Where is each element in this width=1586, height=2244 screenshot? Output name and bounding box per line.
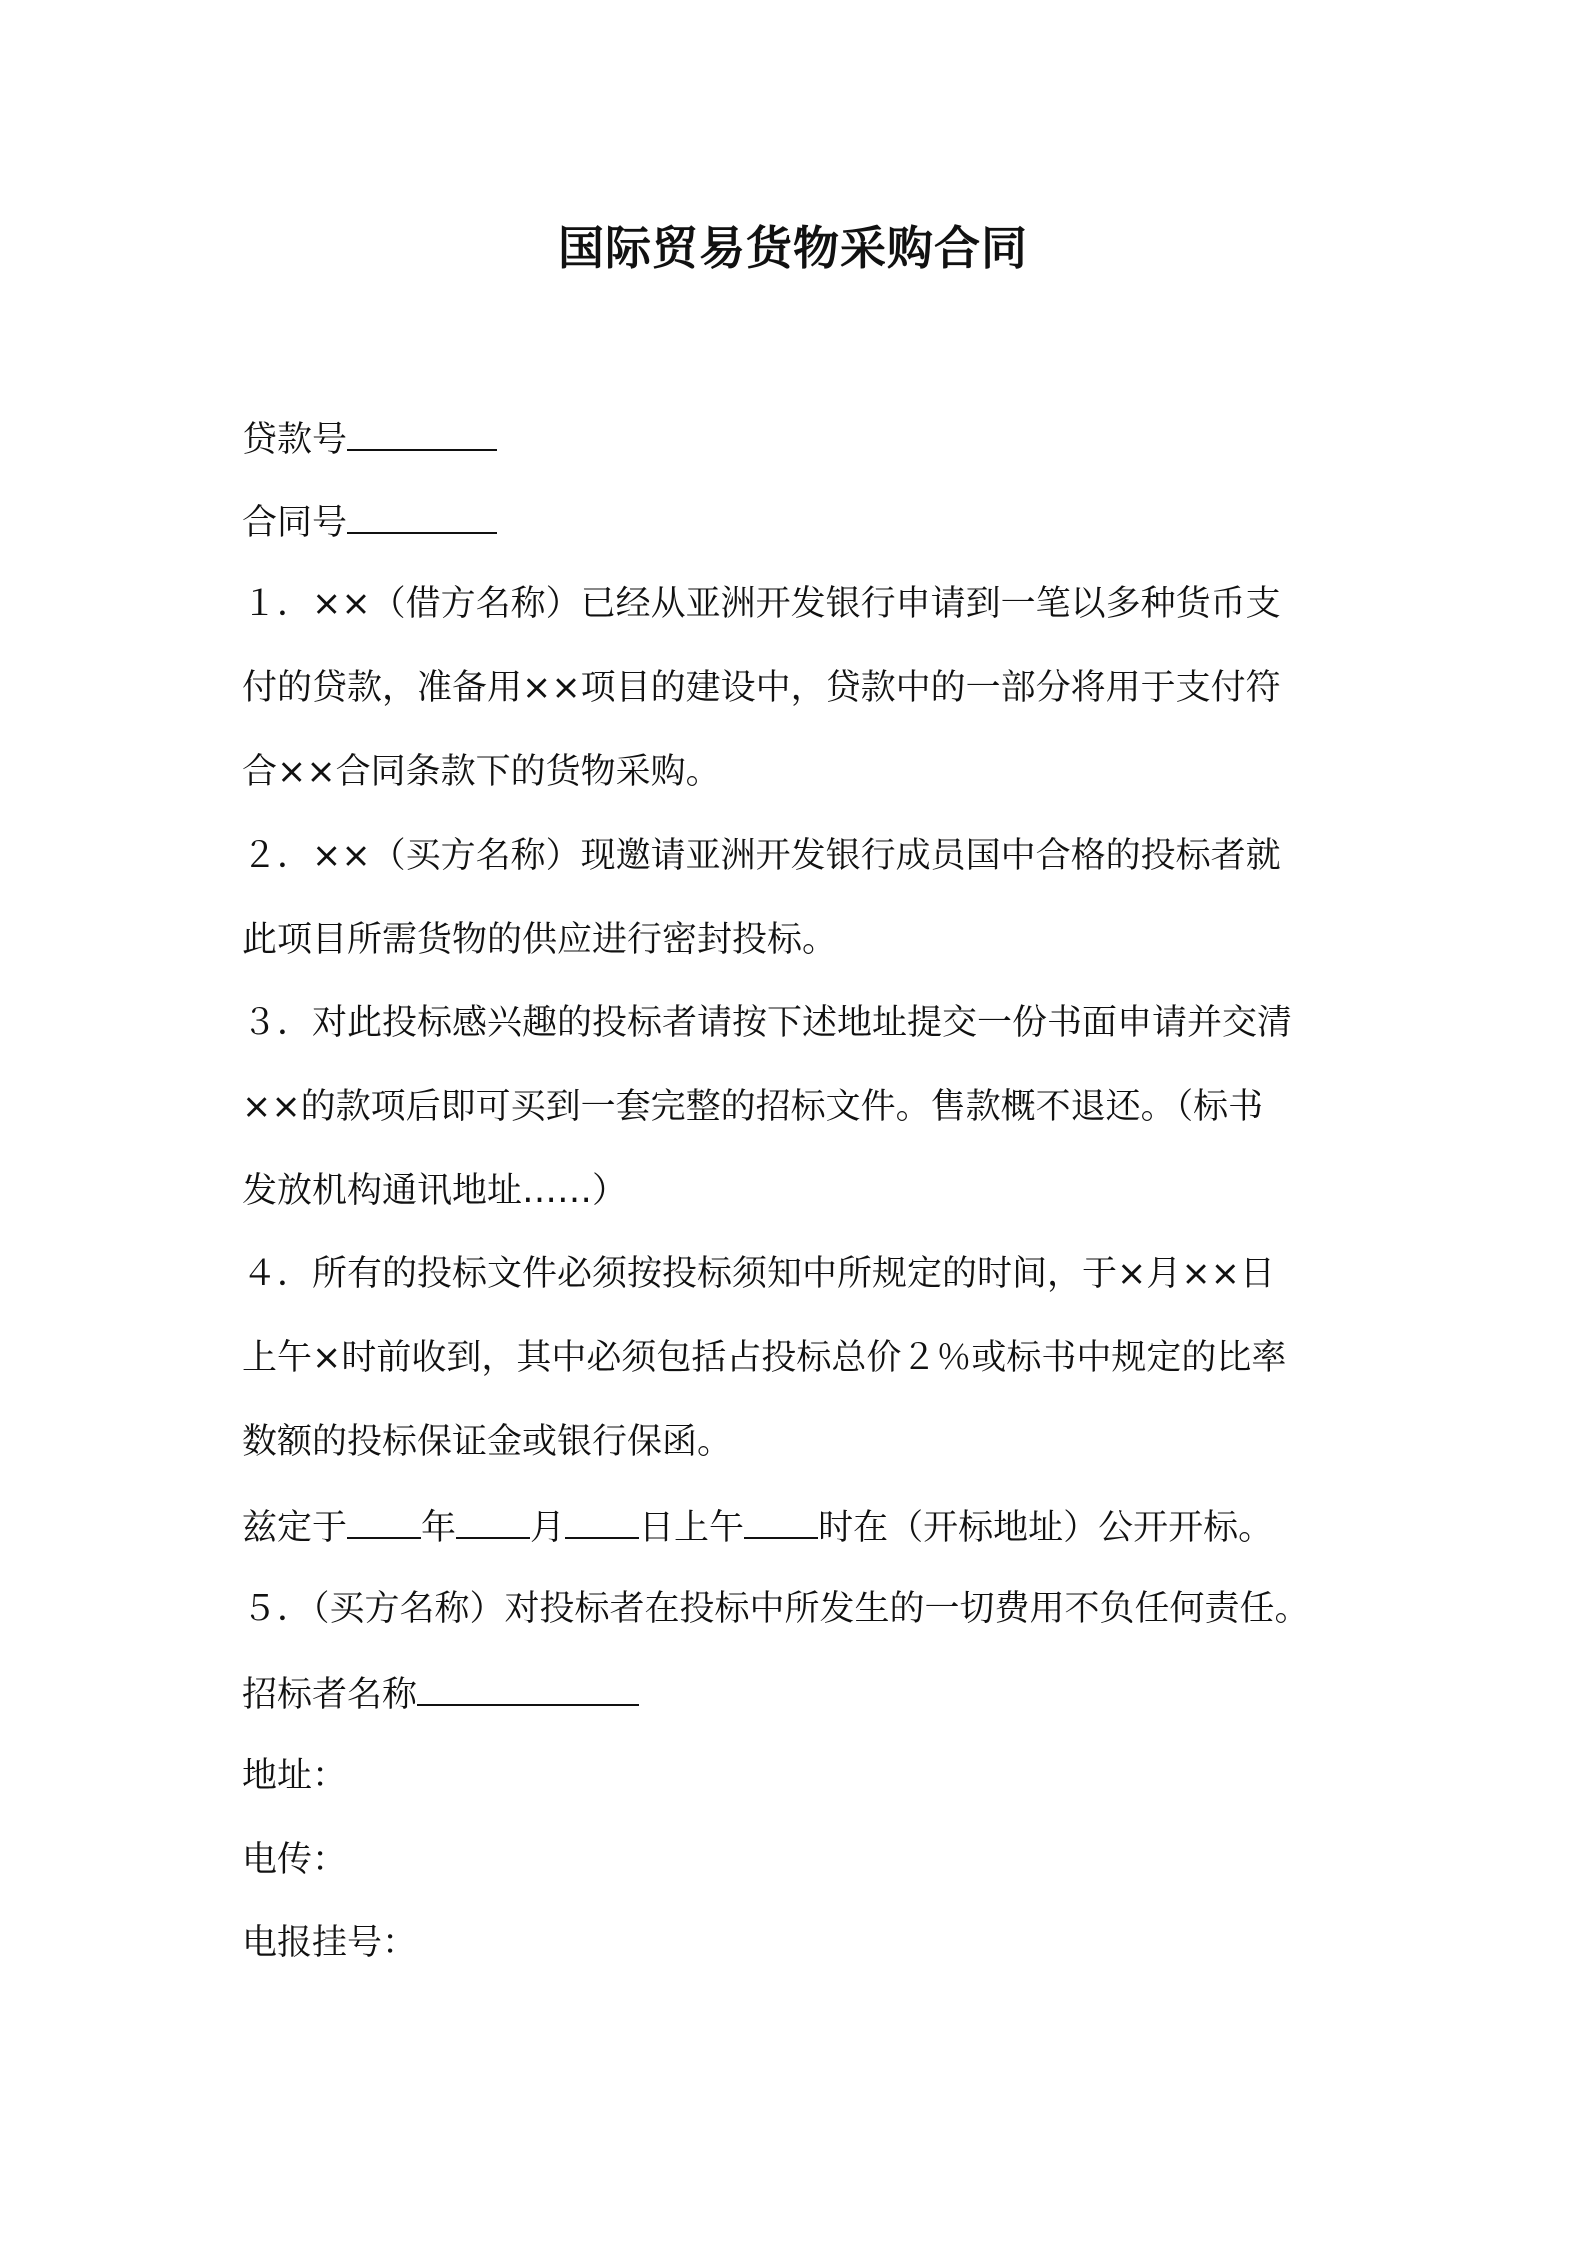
telex-label: 电传： xyxy=(242,1840,348,1880)
hour-blank xyxy=(744,1503,818,1539)
hour-suffix: 时在（开标地址）公开开标。 xyxy=(818,1508,1274,1548)
day-blank xyxy=(565,1503,639,1539)
para2-line-2: 此项目所需货物的供应进行密封投标。 xyxy=(242,920,838,960)
cable-label: 电报挂号： xyxy=(242,1923,418,1963)
para3-line-3: 发放机构通讯地址……） xyxy=(242,1171,628,1211)
tenderer-name-blank xyxy=(417,1670,639,1706)
para1-line-2: 付的贷款，准备用××项目的建设中，贷款中的一部分将用于支付符 xyxy=(242,668,1281,708)
para2-line-1: ２．××（买方名称）现邀请亚洲开发银行成员国中合格的投标者就 xyxy=(242,836,1281,876)
tenderer-name-line xyxy=(242,1670,639,1717)
para4-line-3: 数额的投标保证金或银行保函。 xyxy=(242,1422,733,1462)
para4-line-2: 上午×时前收到，其中必须包括占投标总价２％或标书中规定的比率 xyxy=(242,1338,1287,1378)
year-label: 年 xyxy=(421,1508,457,1548)
para5-line: ５．（买方名称）对投标者在投标中所发生的一切费用不负任何责任。 xyxy=(242,1589,1310,1629)
contract-number-line xyxy=(242,498,497,545)
year-blank xyxy=(347,1503,421,1539)
para4-line-1: ４．所有的投标文件必须按投标须知中所规定的时间，于×月××日 xyxy=(242,1254,1275,1294)
para1-line-1: １．××（借方名称）已经从亚洲开发银行申请到一笔以多种货币支 xyxy=(242,584,1281,624)
loan-number-blank xyxy=(347,415,497,451)
loan-number-line xyxy=(242,415,497,462)
para3-line-2: ××的款项后即可买到一套完整的招标文件。售款概不退还。（标书 xyxy=(242,1087,1264,1127)
document-title: 国际贸易货物采购合同 xyxy=(558,221,1028,275)
day-am-label: 日上午 xyxy=(639,1508,745,1548)
month-blank xyxy=(456,1503,530,1539)
opening-prefix: 兹定于 xyxy=(242,1508,348,1548)
address-label: 地址： xyxy=(242,1756,348,1796)
para1-line-3: 合××合同条款下的货物采购。 xyxy=(242,752,721,792)
month-label: 月 xyxy=(530,1508,566,1548)
contract-number-blank xyxy=(347,498,497,534)
para3-line-1: ３．对此投标感兴趣的投标者请按下述地址提交一份书面申请并交清 xyxy=(242,1003,1293,1043)
tenderer-name-label: 招标者名称 xyxy=(242,1675,418,1715)
opening-date-line xyxy=(242,1503,1273,1550)
loan-number-label: 贷款号 xyxy=(242,420,348,460)
contract-number-label: 合同号 xyxy=(242,503,348,543)
